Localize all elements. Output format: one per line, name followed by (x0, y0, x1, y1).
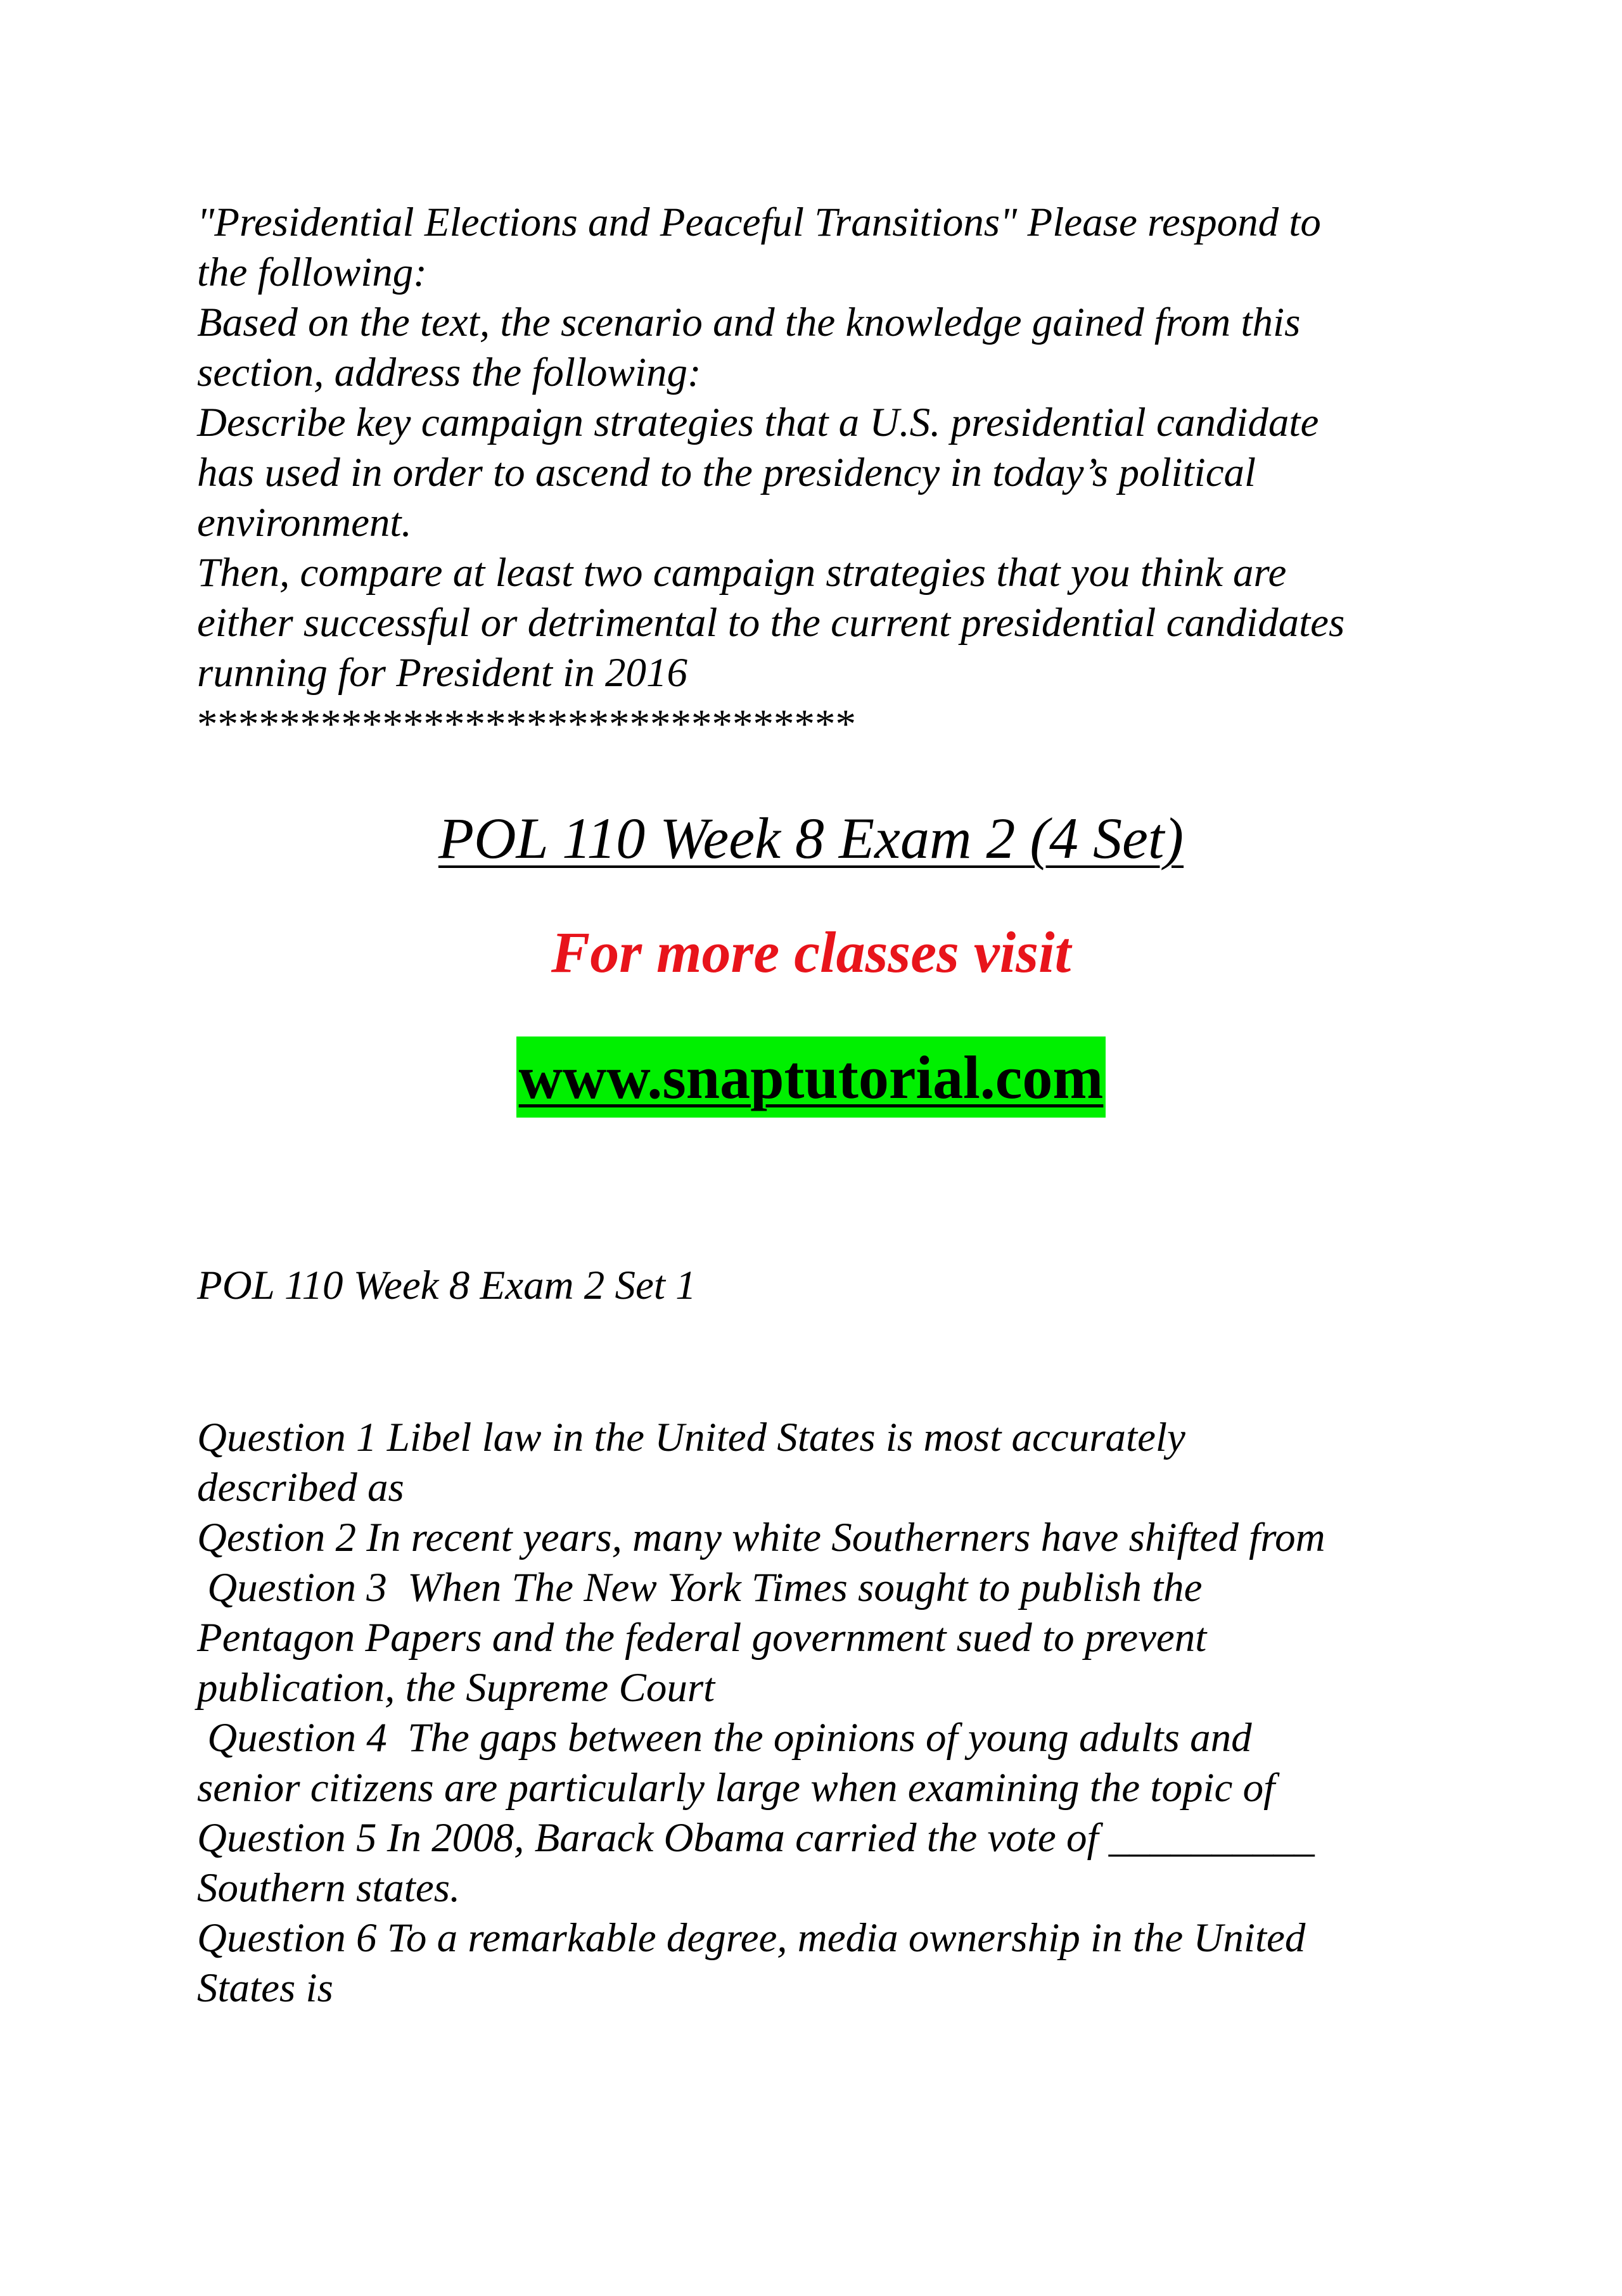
question-line: States is (197, 1965, 333, 2011)
prompt-line: the following: (197, 250, 427, 295)
question-line: Question 6 To a remarkable degree, media ownership in the United (197, 1915, 1306, 1961)
question-line: Pentagon Papers and the federal government sued to prevent (197, 1615, 1207, 1661)
question-line: senior citizens are particularly large when examining the topic of (197, 1765, 1275, 1811)
promo-text: For more classes visit (551, 920, 1071, 985)
promo-link-container (0, 1036, 1622, 1120)
question-line: Question 4 The gaps between the opinions of young adults and (197, 1715, 1252, 1761)
separator-line: ******************************** (197, 701, 856, 747)
snaptutorial-link[interactable]: www.snaptutorial.com (516, 1036, 1106, 1118)
discussion-prompt (197, 198, 1464, 698)
prompt-line: Based on the text, the scenario and the knowledge gained from this (197, 300, 1301, 345)
prompt-line: environment. (197, 500, 412, 545)
prompt-line: Then, compare at least two campaign strategies that you think are (197, 550, 1287, 596)
question-line: Southern states. (197, 1865, 461, 1911)
question-line: Qestion 2 In recent years, many white Southerners have shifted from (197, 1515, 1325, 1560)
question-list (197, 1413, 1464, 2013)
set-title: POL 110 Week 8 Exam 2 Set 1 (197, 1263, 696, 1308)
question-line: Question 5 In 2008, Barack Obama carried the vote of __________ (197, 1815, 1315, 1861)
page-title: POL 110 Week 8 Exam 2 (4 Set) (438, 806, 1184, 871)
prompt-line: has used in order to ascend to the presidency in today’s political (197, 450, 1256, 495)
question-line: Question 1 Libel law in the United States is most accurately (197, 1415, 1185, 1460)
prompt-line: either successful or detrimental to the current presidential candidates (197, 600, 1345, 646)
prompt-line: "Presidential Elections and Peaceful Transitions" Please respond to (197, 200, 1321, 245)
prompt-line: section, address the following: (197, 350, 701, 395)
question-line: publication, the Supreme Court (197, 1665, 715, 1711)
prompt-line: Describe key campaign strategies that a U.S. presidential candidate (197, 400, 1319, 445)
prompt-line: running for President in 2016 (197, 650, 687, 696)
question-line: Question 3 When The New York Times sought to publish the (197, 1565, 1203, 1610)
question-line: described as (197, 1465, 404, 1510)
